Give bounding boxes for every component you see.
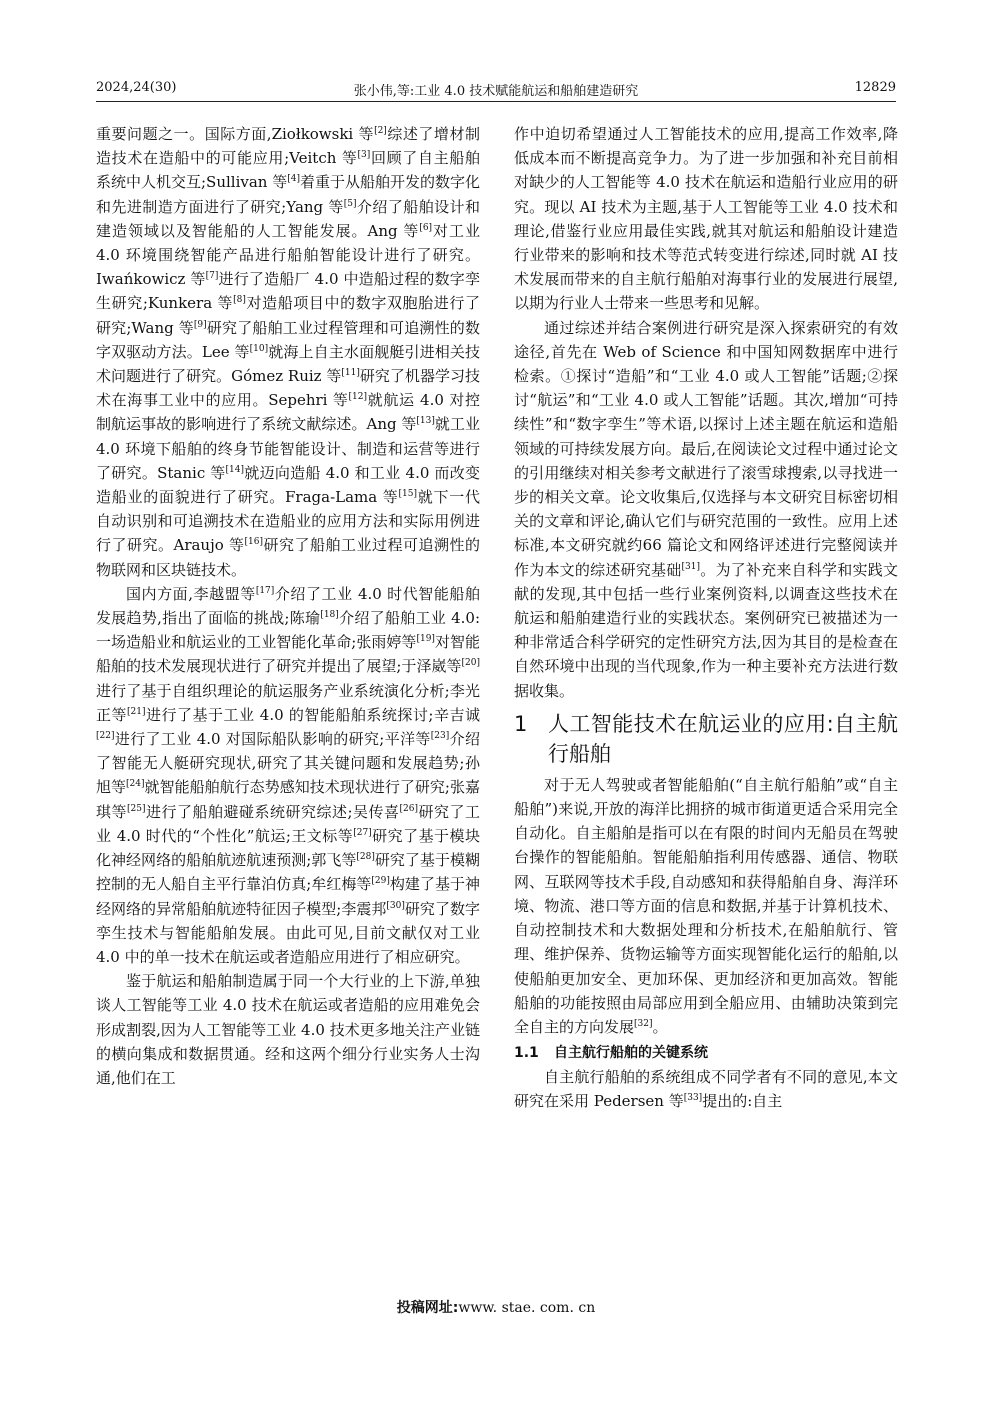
text-segment: 着重于从船舶开发的数字化和先进制造方面进行了研究;Yang 等: [96, 173, 480, 216]
text-segment: 自主航行船舶的系统组成不同学者有不同的意见,本文研究在采用 Pedersen 等: [514, 1068, 898, 1111]
section-title: 人工智能技术在航运业的应用:自主航行船舶: [548, 711, 898, 766]
text-segment: 进行了工业 4.0 对国际船队影响的研究;平洋等: [114, 730, 431, 749]
citation-ref: [31]: [681, 561, 700, 572]
paragraph-methodology: [514, 316, 898, 703]
section-heading-1: [514, 709, 898, 769]
submission-url: www. stae. com. cn: [458, 1300, 596, 1316]
text-segment: 研究了机器学习技术在海事工业中的应用。Sepehri 等: [96, 367, 480, 410]
text-segment: 对工业 4.0 环境围绕智能产品进行船舶智能设计进行了研究。Iwańkowicz 等: [96, 221, 480, 289]
submission-label: 投稿网址:: [396, 1300, 459, 1316]
journal-volume-issue: 2024,24(30): [96, 80, 177, 95]
section-number: 1: [514, 711, 528, 736]
text-segment: 研究了船舶工业过程管理和可追溯性的数字双驱动方法。Lee 等: [96, 318, 480, 361]
citation-ref: [8]: [233, 295, 246, 306]
citation-ref: [4]: [287, 174, 300, 185]
text-segment: 进行了基于自组织理论的航运服务产业系统演化分析;李光正等: [96, 681, 480, 724]
text-segment: 介绍了船舶设计和建造领域以及智能船的人工智能发展。Ang 等: [96, 197, 480, 240]
citation-ref: [22]: [96, 731, 115, 742]
text-segment: 国内方面,李越盟等: [126, 584, 256, 603]
citation-ref: [26]: [399, 803, 418, 814]
citation-ref: [13]: [416, 416, 435, 427]
left-column: [96, 122, 480, 1090]
running-header: [96, 78, 896, 100]
citation-ref: [9]: [193, 319, 207, 330]
text-segment: 就下一代自动识别和可追溯技术在造船业的应用方法和实际用例进行了研究。Araujo 等: [96, 488, 480, 555]
text-segment: 研究了基于模块化神经网络的船舶航迹航速预测;郭飞等: [96, 826, 480, 870]
text-segment: 进行了船舶避碰系统研究综述;吴传喜: [145, 802, 400, 821]
citation-ref: [32]: [634, 1018, 653, 1029]
citation-ref: [16]: [244, 537, 264, 548]
citation-ref: [14]: [225, 464, 245, 475]
text-segment: 就迈向造船 4.0 和工业 4.0 而改变造船业的面貌进行了研究。Fraga-Lama 等: [96, 463, 480, 507]
text-segment: 提出的:自主: [702, 1092, 783, 1111]
text-segment: 研究了船舶工业过程可追溯性的物联网和区块链技术。: [96, 536, 480, 579]
text-segment: 就航运 4.0 对控制航运事故的影响进行了系统文献综述。Ang 等: [96, 391, 480, 434]
citation-ref: [33]: [683, 1093, 703, 1104]
citation-ref: [15]: [398, 489, 417, 500]
text-segment: 研究了数字孪生技术与智能船舶发展。由此可见,目前文献仅对工业 4.0 中的单一技术在航运或者造船应用进行了相应研究。: [96, 899, 480, 966]
citation-ref: [27]: [353, 827, 372, 838]
text-segment: 进行了造船厂 4.0 中造船过程的数字孪生研究;Kunkera 等: [96, 270, 480, 313]
subsection-number: 1.1: [514, 1045, 539, 1062]
page-number: 12829: [854, 80, 896, 95]
citation-ref: [17]: [255, 585, 275, 596]
subsection-title: 自主航行船舶的关键系统: [554, 1045, 708, 1062]
citation-ref: [30]: [386, 900, 405, 911]
citation-ref: [7]: [205, 271, 219, 282]
citation-ref: [19]: [416, 634, 435, 645]
text-segment: 研究了基于模糊控制的无人船自主平行靠泊仿真;牟红梅等: [96, 851, 480, 894]
citation-ref: [18]: [320, 610, 339, 621]
paragraph-intl-research: [96, 122, 480, 582]
text-segment: 介绍了智能无人艇研究现状,研究了其关键问题和发展趋势;孙旭等: [96, 730, 480, 797]
subsection-heading-1-1: [514, 1041, 898, 1065]
footer: [0, 1297, 992, 1317]
text-segment: 对于无人驾驶或者智能船舶(“自主航行船舶”或“自主船舶”)来说,开放的海洋比拥挤的城市街道更适合采用完全自动化。自主船舶是指可以在有限的时间内无船员在驾驶台操作的智能船舶。智能船舶指利用传感器、通信、物联网、互联网等技术手段,自动感知和获得船舶自身、海洋环境、物流、港口等方面的信息和数据,并基于计算机技术、自动控制技术和大数据处理和分析技术,在船舶航行、管理、维护保养、货物运输等方面实现智能化运行的船舶,以使船舶更加安全、更加环保、更加经济和更加高效。智能船舶的功能按照由局部应用到全船应用、由辅助决策到完全自主的方向发展: [514, 775, 898, 1036]
citation-ref: [24]: [126, 779, 145, 790]
citation-ref: [20]: [461, 658, 480, 669]
text-segment: 就工业 4.0 环境下船舶的终身节能智能设计、制造和运营等进行了研究。Stanic 等: [96, 415, 480, 482]
header-rule: [96, 101, 896, 102]
citation-ref: [11]: [341, 368, 360, 379]
paragraph-key-systems: [514, 1065, 898, 1113]
paragraph-autonomous-ships: [514, 773, 898, 1039]
text-segment: 研究了工业 4.0 时代的“个性化”航运;王文标等: [96, 802, 480, 845]
citation-ref: [3]: [357, 150, 371, 161]
text-segment: 。为了补充来自科学和实践文献的发现,其中包括一些行业案例资料,以调查这些技术在航运和船舶建造行业的实践状态。案例研究已被描述为一种非常适合科学研究的定性研究方法,因为其目的是检查在自然环境中出现的当代现象,作为一种主要补充方法进行数据收集。: [514, 560, 898, 700]
citation-ref: [2]: [374, 126, 387, 136]
text-segment: 对智能船舶的技术发展现状进行了研究并提出了展望;于泽崴等: [96, 633, 480, 676]
citation-ref: [29]: [371, 876, 390, 887]
citation-ref: [5]: [343, 198, 357, 209]
text-segment: 综述了增材制造技术在造船中的可能应用;Veitch 等: [96, 125, 480, 168]
text-segment: 通过综述并结合案例进行研究是深入探索研究的有效途径,首先在 Web of Science 和中国知网数据库中进行检索。①探讨“造船”和“工业 4.0 或人工智能”话题;②探讨“航运”和“工业 4.0 或人工智能”话题。其次,增加“可持续性”和“数字孪生”等术语,以探讨上述主题在航运和造船领域的可持续发展方向。最后,在阅读论文过程中通过论文的引用继续对相关参考文献进行了滚雪球搜索,以寻找进一步的相关文章。论文收集后,仅选择与本文研究目标密切相关的文章和评论,确认它们与研究范围的一致性。应用上述标准,本文研究就约66 篇论文和网络评述进行完整阅读并作为本文的综述研究基础: [514, 318, 898, 579]
text-segment: 回顾了自主船舶系统中人机交互;Sullivan 等: [96, 149, 480, 192]
citation-ref: [6]: [419, 222, 433, 233]
citation-ref: [23]: [430, 731, 450, 742]
text-segment: 对造船项目中的数字双胞胎进行了研究;Wang 等: [96, 294, 480, 337]
right-column: [514, 122, 898, 1114]
paragraph-domestic-research: [96, 582, 480, 969]
text-segment: 就海上自主水面舰艇引进相关技术问题进行了研究。Gómez Ruiz 等: [96, 342, 480, 386]
citation-ref: [28]: [356, 852, 375, 863]
paragraph-research-aim: 作中迫切希望通过人工智能技术的应用,提高工作效率,降低成本而不断提高竞争力。为了进一步加强和补充目前相对缺少的人工智能等 4.0 技术在航运和造船行业应用的研究。现以 AI 技术为主题,基于人工智能等工业 4.0 技术和理论,借鉴行业应用最佳实践,就其对航运和船舶设计建造行业带来的影响和技术等范式转变进行综述,同时就 AI 技术发展而带来的自主航行船舶对海事行业的发展进行展望,以期为行业人士带来一些思考和见解。: [514, 125, 898, 313]
text-segment: 介绍了船舶工业 4.0:一场造船业和航运业的工业智能化革命;张雨婷等: [96, 609, 480, 652]
text-segment: 介绍了工业 4.0 时代智能船舶发展趋势,指出了面临的挑战;陈瑜: [96, 584, 480, 628]
text-segment: 就智能船舶航行态势感知技术现状进行了研究;张嘉琪等: [96, 778, 480, 821]
citation-ref: [21]: [127, 706, 146, 717]
paragraph-motivation: 鉴于航运和船舶制造属于同一个大行业的上下游,单独谈人工智能等工业 4.0 技术在航运或者造船的应用难免会形成割裂,因为人工智能等工业 4.0 技术更多地关注产业链的横向集成和数据贯通。经和这两个细分行业实务人士沟通,他们在工: [96, 972, 480, 1087]
citation-ref: [25]: [127, 803, 146, 814]
citation-ref: [12]: [348, 392, 368, 403]
text-segment: 进行了基于工业 4.0 的智能船舶系统探讨;辛吉诚: [145, 705, 480, 724]
text-segment: 。: [652, 1017, 668, 1036]
citation-ref: [10]: [249, 343, 269, 354]
text-segment: 重要问题之一。国际方面,Ziołkowski 等: [96, 125, 375, 143]
text-segment: 构建了基于神经网络的异常船舶航迹特征因子模型;李震邦: [96, 875, 480, 918]
running-title: 张小伟,等:工业 4.0 技术赋能航运和船舶建造研究: [353, 84, 639, 99]
